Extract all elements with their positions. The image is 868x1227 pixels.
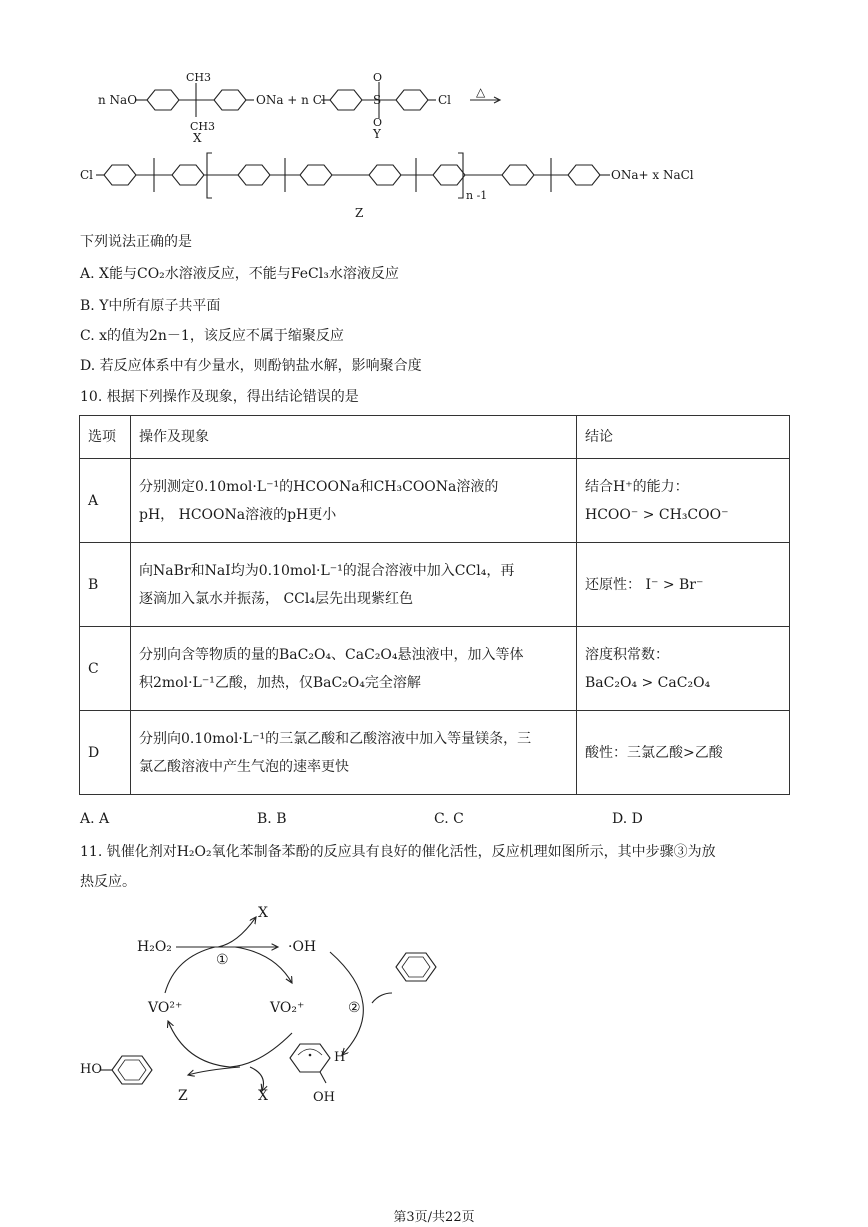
eq1-ona: ONa + n Cl [256,93,326,107]
eq1-x-label: X [193,131,202,145]
reaction-scheme-q9 [0,0,868,230]
operation-line: 分别向含等物质的量的BaC₂O₄、CaC₂O₄悬浊液中，加入等体 [139,646,524,663]
label-h2o2: H₂O₂ [137,939,172,955]
eq1-left: n NaO [98,93,138,107]
q11-line2: 热反应。 [80,874,136,890]
label-h: H [334,1050,346,1065]
operation-line: 分别向0.10mol·L⁻¹的三氯乙酸和乙酸溶液中加入等量镁条，三 [139,730,532,747]
mechanism-diagram [0,895,868,1115]
row-option: B [80,543,131,627]
conclusion-line: BaC₂O₄ > CaC₂O₄ [585,674,711,691]
label-oh-bottom: OH [313,1090,335,1105]
table-header-row [80,416,790,459]
q9-option-d: D. 若反应体系中有少量水，则酚钠盐水解，影响聚合度 [80,358,422,374]
conclusion-line: 还原性： I⁻ > Br⁻ [585,576,704,593]
eq1-ch3-bot: CH3 [190,120,216,133]
label-step-1: ① [216,952,229,968]
q10-answer-a: A. A [80,811,110,827]
label-z: Z [178,1088,188,1104]
label-x-bottom: X [258,1088,268,1104]
eq2-n-minus-1: n -1 [466,189,488,202]
label-vo2plus: VO²⁺ [148,1000,183,1016]
q9-option-b: B. Y中所有原子共平面 [80,298,221,314]
q9-option-a: A. X能与CO₂水溶液反应，不能与FeCl₃水溶液反应 [80,266,399,282]
conclusion-line: 酸性：三氯乙酸>乙酸 [585,744,723,761]
label-ho: HO [80,1062,102,1077]
eq1-s: S [373,93,382,107]
label-step-2: ② [348,1000,361,1016]
q9-stem: 下列说法正确的是 [80,234,192,250]
eq2-z-label: Z [355,206,364,220]
radical-dot [309,1054,312,1057]
conclusion-line: 溶度积常数： [585,646,669,663]
row-operation [131,711,577,795]
eq2-end: ONa+ x NaCl [611,168,694,182]
label-vo2-plus: VO₂⁺ [270,1000,305,1016]
row-option: D [80,711,131,795]
eq1-heat: △ [476,85,486,99]
operation-line: pH， HCOONa溶液的pH更小 [139,506,337,523]
eq1-y-label: Y [373,127,381,141]
q10-answer-c: C. C [434,811,464,827]
header-option: 选项 [80,416,131,459]
q9-option-c: C. x的值为2n－1，该反应不属于缩聚反应 [80,328,344,344]
row-operation [131,627,577,711]
q10-answer-d: D. D [612,811,643,827]
operation-line: 逐滴加入氯水并振荡， CCl₄层先出现紫红色 [139,590,413,607]
row-operation [131,543,577,627]
header-conclusion: 结论 [577,416,790,459]
operation-line: 分别测定0.10mol·L⁻¹的HCOONa和CH₃COONa溶液的 [139,478,499,495]
q10-stem: 10. 根据下列操作及现象，得出结论错误的是 [80,389,359,405]
operation-line: 氯乙酸溶液中产生气泡的速率更快 [139,758,349,775]
row-conclusion [577,627,790,711]
conclusion-line: HCOO⁻ > CH₃COO⁻ [585,506,729,523]
row-option: A [80,459,131,543]
eq1-ch3-top: CH3 [186,71,212,84]
table-row [80,459,790,543]
q10-answer-b: B. B [257,811,287,827]
operation-line: 向NaBr和NaI均为0.10mol·L⁻¹的混合溶液中加入CCl₄，再 [139,562,515,579]
label-x-top: X [258,905,268,921]
table-row [80,711,790,795]
row-conclusion [577,543,790,627]
eq1-o-bot: O [373,116,383,129]
eq1-o-top: O [373,71,383,84]
eq1-cl: Cl [438,93,452,107]
table-row [80,543,790,627]
row-operation [131,459,577,543]
eq2-cl: Cl [80,168,94,182]
page-footer: 第3页/共22页 [393,1210,475,1225]
q10-table [79,415,790,795]
row-conclusion [577,459,790,543]
table-row [80,627,790,711]
row-conclusion [577,711,790,795]
q11-line1: 11. 钒催化剂对H₂O₂氧化苯制备苯酚的反应具有良好的催化活性，反应机理如图所示，其中步骤③为放 [80,844,716,860]
operation-line: 积2mol·L⁻¹乙酸，加热，仅BaC₂O₄完全溶解 [139,674,421,691]
header-operation: 操作及现象 [131,416,577,459]
label-oh-radical: ·OH [288,939,317,955]
conclusion-line: 结合H⁺的能力： [585,478,689,495]
row-option: C [80,627,131,711]
